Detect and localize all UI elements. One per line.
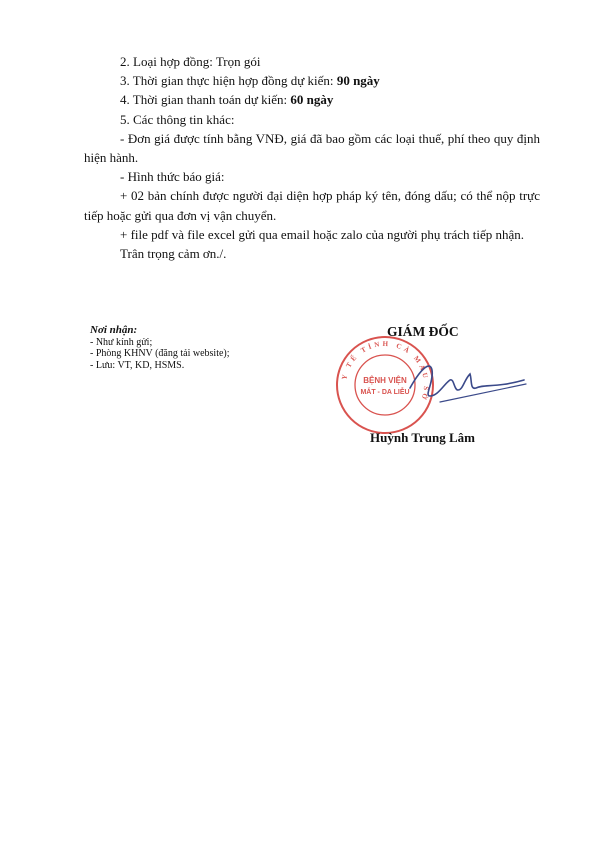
signer-name: Huỳnh Trung Lâm	[370, 430, 476, 445]
recipients-block	[90, 325, 350, 371]
recipient-item: - Phòng KHNV (đăng tải website);	[90, 348, 230, 359]
paragraph: + file pdf và file excel gửi qua email hoặc zalo của người phụ trách tiếp nhận.	[120, 226, 525, 242]
recipients-list	[90, 337, 350, 372]
seal-text-line2: MẮT - DA LIỄU	[360, 389, 410, 396]
handwritten-signature	[400, 350, 530, 420]
paragraph: 2. Loại hợp đồng: Trọn gói	[120, 54, 261, 69]
recipients-title: Nơi nhận:	[90, 324, 138, 336]
paragraph: Trân trọng cảm ơn./.	[120, 246, 227, 262]
seal-text-line1: BỆNH VIỆN	[363, 376, 407, 385]
paragraph: - Đơn giá được tính bằng VNĐ, giá đã bao gồm các loại thuế, phí theo quy định hiện hành.	[84, 130, 540, 166]
paragraph: 5. Các thông tin khác:	[120, 111, 235, 127]
signature-block	[330, 320, 530, 450]
signature-title: GIÁM ĐỐC	[387, 324, 459, 339]
paragraph: + 02 bản chính được người đại diện hợp pháp ký tên, đóng dấu; có thể nộp trực tiếp hoặc gửi qua đơn vị vận chuyển.	[84, 188, 540, 223]
seal-ring-text: Y TẾ TỈNH CÀ MAU SỞ	[340, 339, 431, 403]
body-text	[84, 52, 540, 263]
recipient-item: - Như kính gửi;	[90, 336, 153, 348]
paragraph: 3. Thời gian thực hiện hợp đồng dự kiến: 90 ngày	[120, 73, 380, 89]
recipient-item: - Lưu: VT, KD, HSMS.	[90, 359, 185, 371]
paragraph: - Hình thức báo giá:	[120, 169, 225, 185]
paragraph: 4. Thời gian thanh toán dự kiến: 60 ngày	[120, 92, 334, 108]
